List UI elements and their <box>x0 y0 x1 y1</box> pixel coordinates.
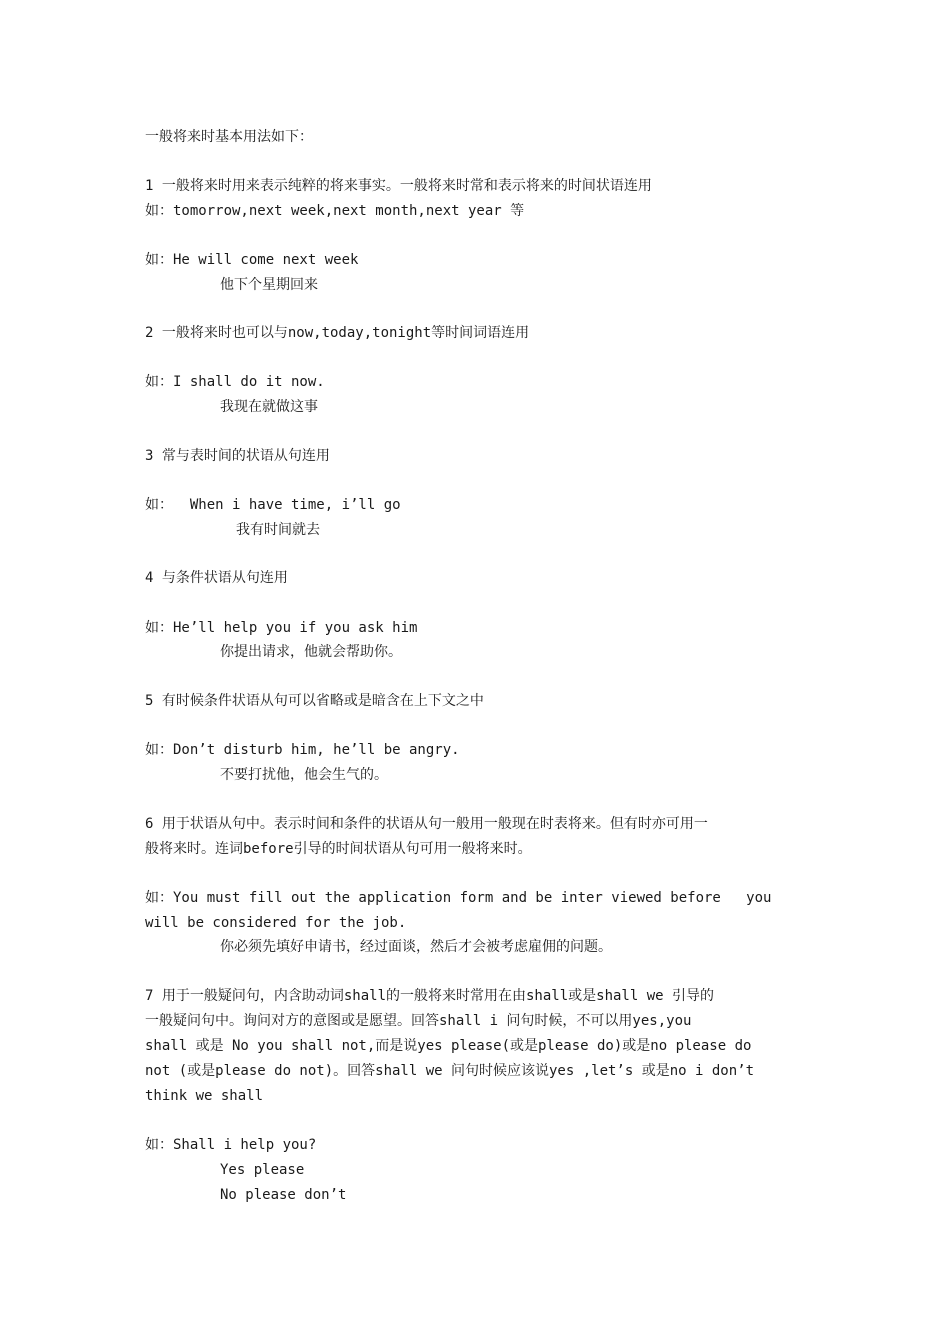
section-4-heading: 4 与条件状语从句连用 <box>145 570 288 586</box>
section-7-example-answer-no: No please don’t <box>220 1187 347 1203</box>
section-7-example-question: 如：Shall i help you? <box>145 1137 317 1153</box>
section-2-heading: 2 一般将来时也可以与now,today,tonight等时间词语连用 <box>145 325 530 341</box>
section-5-example-zh: 不要打扰他，他会生气的。 <box>220 767 388 783</box>
section-7-heading-line-2: 一般疑问句中。询问对方的意图或是愿望。回答shall i 问句时候，不可以用yes,you <box>145 1013 692 1029</box>
section-7-example-answer-yes: Yes please <box>220 1162 305 1178</box>
section-6-example-zh: 你必须先填好申请书，经过面谈，然后才会被考虑雇佣的问题。 <box>220 939 612 955</box>
section-6-example-en-line-1: 如：You must fill out the application form and be inter viewed before you <box>145 890 772 906</box>
section-1-example-en: 如：He will come next week <box>145 252 359 268</box>
section-1-time-words: 如：tomorrow,next week,next month,next year 等 <box>145 203 525 219</box>
section-1-heading: 1 一般将来时用来表示纯粹的将来事实。一般将来时常和表示将来的时间状语连用 <box>145 178 652 194</box>
section-3-example-en: 如： When i have time, i’ll go <box>145 497 401 513</box>
section-2-example-en: 如：I shall do it now. <box>145 374 325 390</box>
section-1-example-zh: 他下个星期回来 <box>220 277 318 293</box>
section-3-example-zh: 我有时间就去 <box>236 522 320 538</box>
section-6-heading-line-1: 6 用于状语从句中。表示时间和条件的状语从句一般用一般现在时表将来。但有时亦可用一 <box>145 816 708 832</box>
document-title: 一般将来时基本用法如下： <box>145 129 313 145</box>
section-2-example-zh: 我现在就做这事 <box>220 399 318 415</box>
section-3-heading: 3 常与表时间的状语从句连用 <box>145 448 330 464</box>
section-6-heading-line-2: 般将来时。连词before引导的时间状语从句可用一般将来时。 <box>145 841 532 857</box>
section-7-heading-line-4: not (或是please do not)。回答shall we 问句时候应该说yes ,let’s 或是no i don’t <box>145 1063 755 1079</box>
section-4-example-zh: 你提出请求，他就会帮助你。 <box>220 644 402 660</box>
section-4-example-en: 如：He’ll help you if you ask him <box>145 620 418 636</box>
section-5-example-en: 如：Don’t disturb him, he’ll be angry. <box>145 742 460 758</box>
section-7-heading-line-3: shall 或是 No you shall not,而是说yes please(或是please do)或是no please do <box>145 1038 752 1054</box>
section-6-example-en-line-2: will be considered for the job. <box>145 915 407 931</box>
section-7-heading-line-1: 7 用于一般疑问句，内含助动词shall的一般将来时常用在由shall或是shall we 引导的 <box>145 988 715 1004</box>
section-7-heading-line-5: think we shall <box>145 1088 264 1104</box>
section-5-heading: 5 有时候条件状语从句可以省略或是暗含在上下文之中 <box>145 693 484 709</box>
